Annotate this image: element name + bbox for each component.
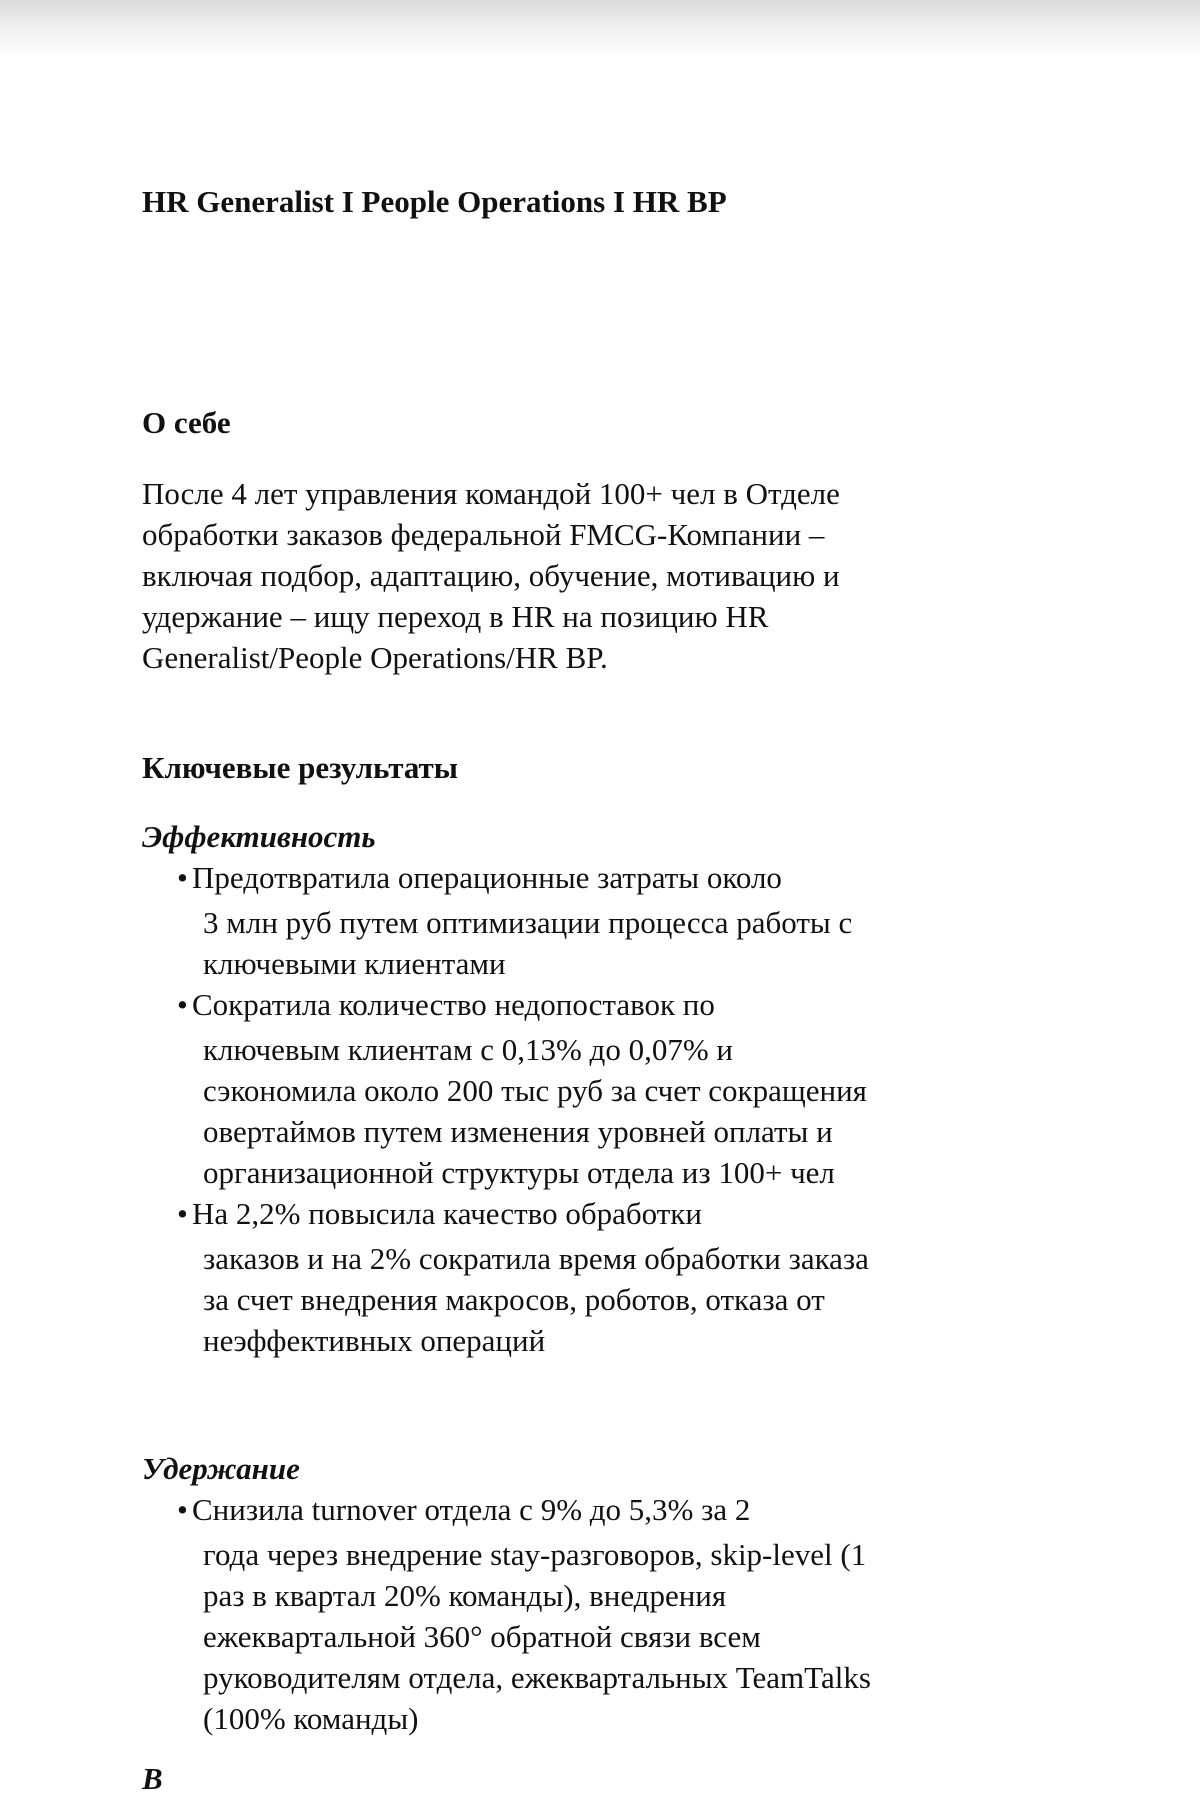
retention-heading: Удержание [142,1451,300,1486]
about-text: После 4 лет управления командой 100+ чел в Отделе обработки заказов федеральной FMCG-Компании – включая подбор, адаптацию, обучение, мотивацию и удержание – ищу переход в HR на позицию HR Generalist/People Operations/HR BP. [142,476,840,675]
list-item-first-line: Предотвратила операционные затраты около [192,860,782,895]
list-item-first-line: Снизила turnover отдела с 9% до 5,3% за 2 [192,1492,751,1527]
list-item-rest: ключевым клиентам с 0,13% до 0,07% и сэкономила около 200 тыс руб за счет сокращения овертаймов путем изменения уровней оплаты и организационной структуры отдела из 100+ чел [203,1032,867,1190]
efficiency-heading: Эффективность [142,819,376,854]
list-item [177,857,877,984]
bullet-icon: • [177,860,188,895]
bullet-icon: • [177,987,188,1022]
cut-off-heading: В [142,1761,163,1796]
retention-list [177,1489,877,1739]
list-item-first-line: На 2,2% повысила качество обработки [192,1196,702,1231]
list-item-rest: заказов и на 2% сократила время обработки заказа за счет внедрения макросов, роботов, отказа от неэффективных операций [203,1241,869,1358]
list-item [177,1489,877,1739]
list-item-rest: 3 млн руб путем оптимизации процесса работы с ключевыми клиентами [203,905,853,981]
top-shadow [0,0,1200,60]
efficiency-list [177,857,877,1361]
bullet-icon: • [177,1492,188,1527]
bullet-icon: • [177,1196,188,1231]
list-item [177,1193,877,1361]
job-title: HR Generalist I People Operations I HR BP [142,184,727,219]
about-heading: О себе [142,405,231,440]
key-results-heading: Ключевые результаты [142,750,458,785]
list-item-first-line: Сократила количество недопоставок по [192,987,715,1022]
list-item [177,984,877,1193]
list-item-rest: года через внедрение stay-разговоров, skip-level (1 раз в квартал 20% команды), внедрения ежеквартальной 360° обратной связи всем руководителям отдела, ежеквартальных TeamTalks (100% команды) [203,1537,871,1736]
